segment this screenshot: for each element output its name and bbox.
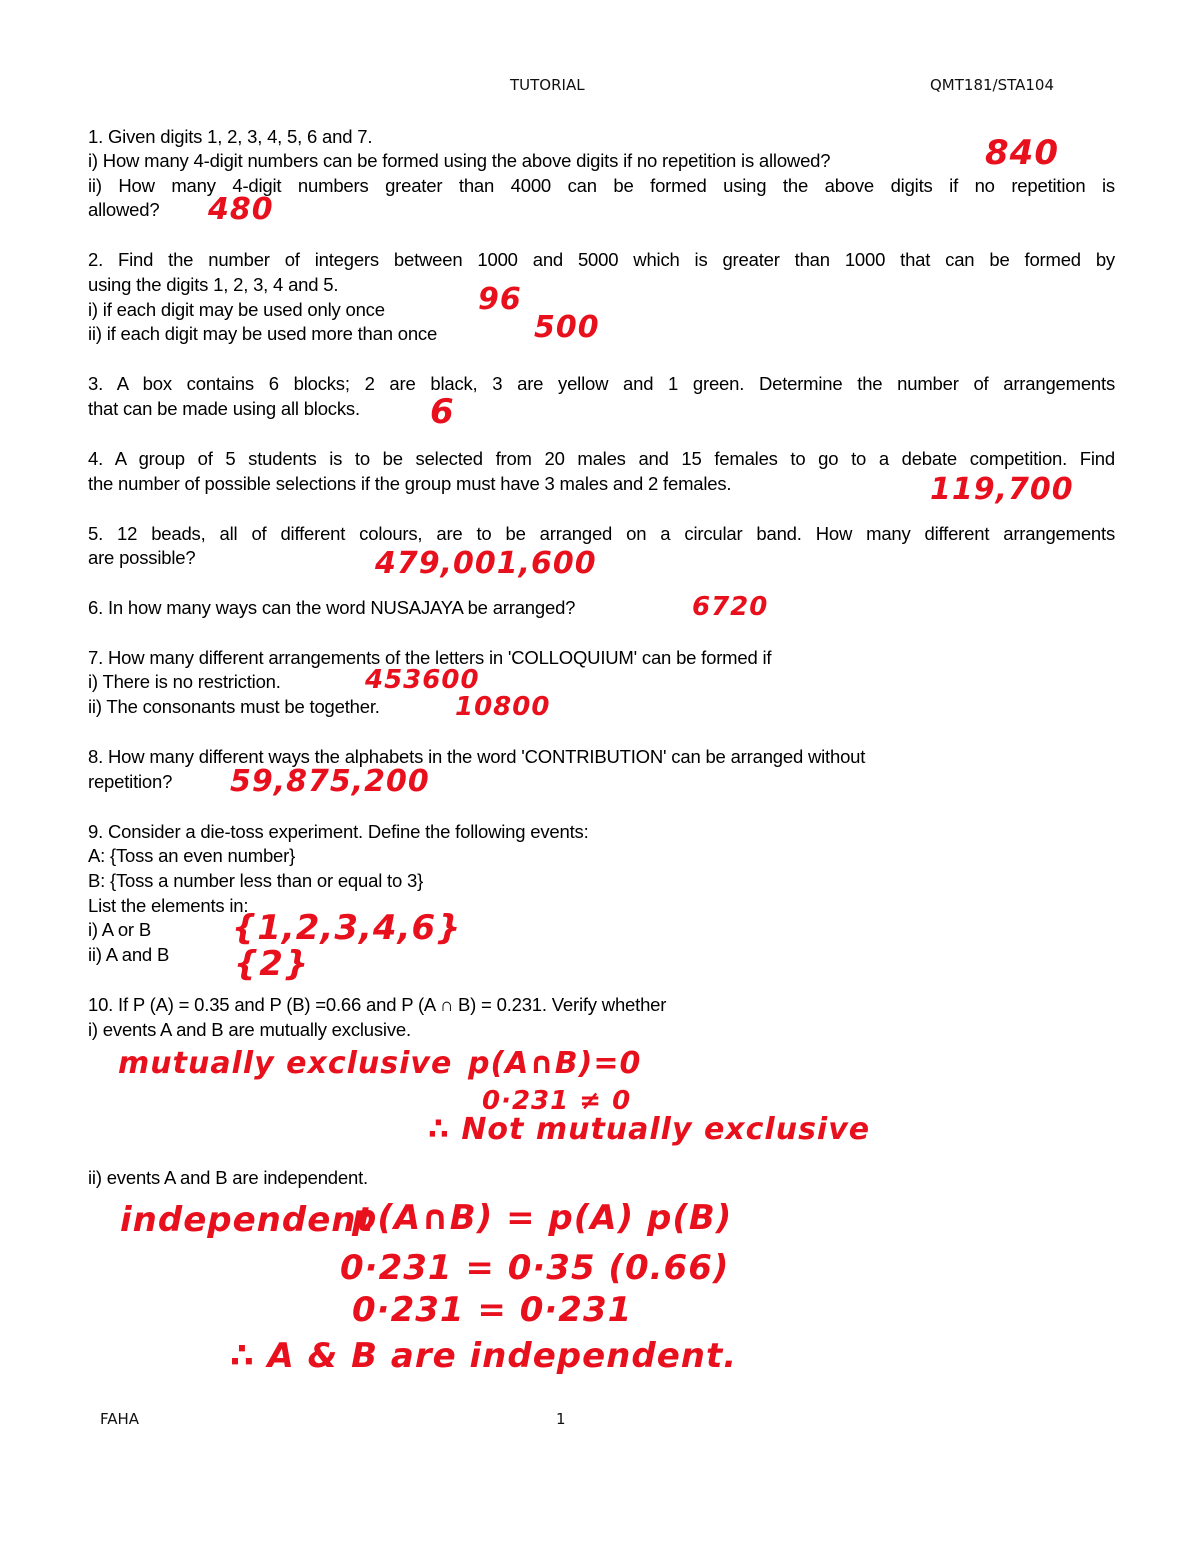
q1-part-ii: ii) How many 4-digit numbers greater than 4000 can be formed using the above digits if no repetition is — [88, 175, 1115, 196]
q7-part-i: i) There is no restriction. — [88, 671, 281, 692]
q10-work-ii-result: 0·231 = 0·231 — [352, 1290, 633, 1330]
q1-stem: 1. Given digits 1, 2, 3, 4, 5, 6 and 7. — [88, 126, 373, 147]
q10-part-i: i) events A and B are mutually exclusive. — [88, 1019, 411, 1040]
q8-answer: 59,875,200 — [230, 764, 430, 799]
q10-work-i-formula: p(A∩B)=0 — [468, 1046, 642, 1081]
q10-work-ii-substitution: 0·231 = 0·35 (0.66) — [340, 1248, 730, 1288]
q8-stem-cont: repetition? — [88, 771, 173, 792]
q10-work-ii-label: independent — [120, 1200, 374, 1240]
q5-answer: 479,001,600 — [375, 546, 597, 581]
q9-answer-i: {1,2,3,4,6} — [232, 908, 462, 948]
q10-work-ii-formula: p(A∩B) = p(A) p(B) — [352, 1198, 733, 1238]
q9-event-b: B: {Toss a number less than or equal to 3} — [88, 870, 424, 891]
q1-answer-ii: 480 — [208, 192, 274, 227]
q6-answer: 6720 — [692, 592, 769, 622]
q9-list-label: List the elements in: — [88, 895, 249, 916]
q2-stem: 2. Find the number of integers between 1000 and 5000 which is greater than 1000 that can be formed by — [88, 249, 1115, 270]
q6-stem: 6. In how many ways can the word NUSAJAYA be arranged? — [88, 597, 576, 618]
q9-event-a: A: {Toss an even number} — [88, 845, 296, 866]
q1-answer-i: 840 — [985, 133, 1059, 173]
q4-answer: 119,700 — [930, 472, 1074, 507]
q10-work-i-label: mutually exclusive — [118, 1046, 453, 1081]
q8-stem: 8. How many different ways the alphabets in the word 'CONTRIBUTION' can be arranged without — [88, 746, 866, 767]
q9-part-ii: ii) A and B — [88, 944, 170, 965]
q9-part-i: i) A or B — [88, 919, 151, 940]
q10-stem: 10. If P (A) = 0.35 and P (B) =0.66 and P (A ∩ B) = 0.231. Verify whether — [88, 994, 667, 1015]
q5-stem: 5. 12 beads, all of different colours, are to be arranged on a circular band. How many different arrangements — [88, 523, 1115, 544]
q2-answer-ii: 500 — [534, 310, 600, 345]
q7-answer-ii: 10800 — [455, 692, 551, 722]
q10-part-ii: ii) events A and B are independent. — [88, 1167, 368, 1188]
q2-part-i: i) if each digit may be used only once — [88, 299, 385, 320]
q3-stem-cont: that can be made using all blocks. — [88, 398, 360, 419]
q1-part-i: i) How many 4-digit numbers can be formed using the above digits if no repetition is allowed? — [88, 150, 831, 171]
header-course-code: QMT181/STA104 — [930, 76, 1055, 94]
footer-author: FAHA — [100, 1410, 140, 1428]
q2-stem-cont: using the digits 1, 2, 3, 4 and 5. — [88, 274, 339, 295]
q3-answer: 6 — [430, 392, 455, 432]
page-number: 1 — [556, 1410, 566, 1428]
q4-stem: 4. A group of 5 students is to be selected from 20 males and 15 females to go to a debate competition. Find — [88, 448, 1115, 469]
q9-stem: 9. Consider a die-toss experiment. Define the following events: — [88, 821, 589, 842]
q10-work-i-step: 0·231 ≠ 0 — [482, 1086, 632, 1116]
q7-part-ii: ii) The consonants must be together. — [88, 696, 380, 717]
q9-answer-ii: {2} — [234, 944, 310, 984]
q2-part-ii: ii) if each digit may be used more than once — [88, 323, 438, 344]
q10-work-i-conclusion: ∴ Not mutually exclusive — [428, 1112, 871, 1147]
q4-stem-cont: the number of possible selections if the group must have 3 males and 2 females. — [88, 473, 732, 494]
header-title: TUTORIAL — [510, 76, 585, 94]
q3-stem: 3. A box contains 6 blocks; 2 are black, 3 are yellow and 1 green. Determine the number of arrangements — [88, 373, 1115, 394]
q7-answer-i: 453600 — [365, 665, 480, 695]
q7-stem: 7. How many different arrangements of the letters in 'COLLOQUIUM' can be formed if — [88, 647, 772, 668]
q1-part-ii-cont: allowed? — [88, 199, 160, 220]
q10-work-ii-conclusion: ∴ A & B are independent. — [230, 1336, 738, 1376]
q5-stem-cont: are possible? — [88, 547, 196, 568]
q2-answer-i: 96 — [478, 282, 522, 317]
